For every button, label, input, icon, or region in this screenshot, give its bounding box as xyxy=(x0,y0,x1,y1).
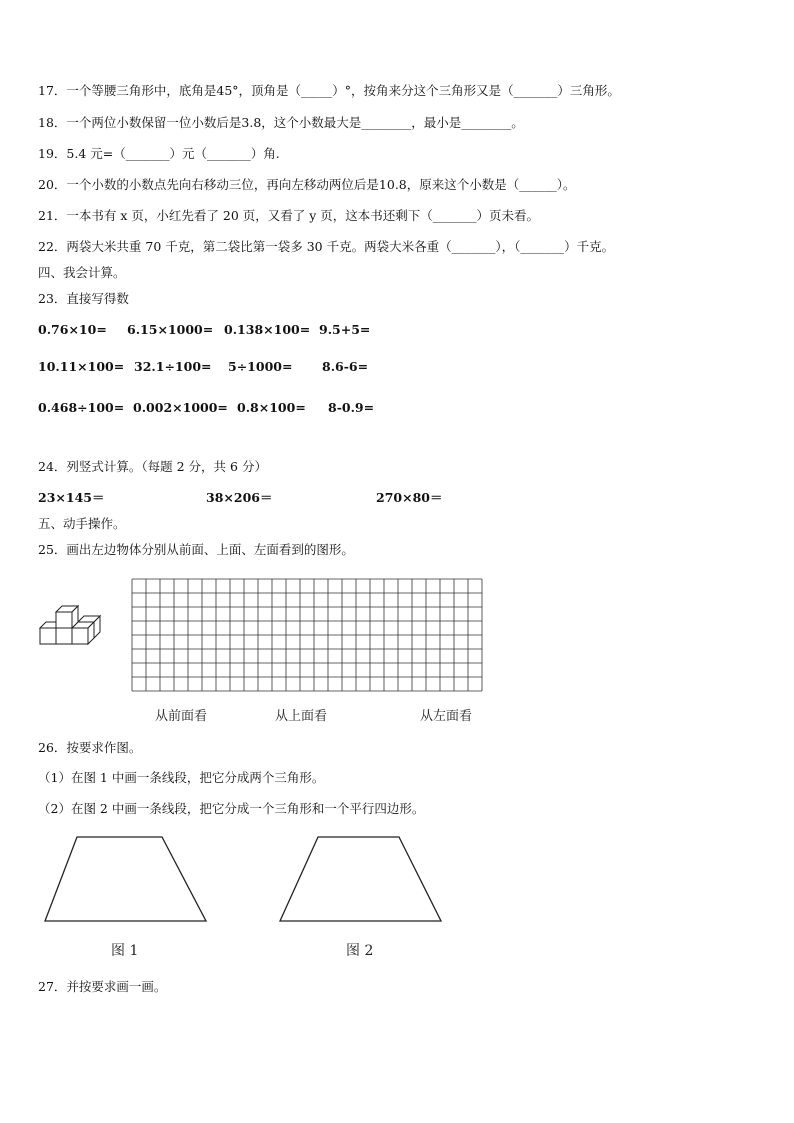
figure-1-label: 图 1 xyxy=(111,943,139,959)
calc-item: 0.76×10= xyxy=(38,322,107,337)
cube-stack-figure xyxy=(36,600,106,656)
vertical-calc-item: 38×206＝ xyxy=(206,490,273,505)
calc-item: 9.5+5= xyxy=(319,322,371,337)
question-17: 17．一个等腰三角形中，底角是45°，顶角是（_____）°，按角来分这个三角形又是（_______）三角形。 xyxy=(38,83,620,98)
calc-item: 5÷1000= xyxy=(228,359,293,374)
view-label-left: 从左面看 xyxy=(420,709,473,724)
calc-item: 10.11×100= xyxy=(38,359,125,374)
question-26-part-1: （1）在图 1 中画一条线段，把它分成两个三角形。 xyxy=(38,770,325,785)
question-25: 25．画出左边物体分别从前面、上面、左面看到的图形。 xyxy=(38,542,354,557)
calc-row-2 xyxy=(38,359,398,375)
question-21: 21．一本书有 x 页，小红先看了 20 页，又看了 y 页，这本书还剩下（_______）页未看。 xyxy=(38,208,540,223)
calc-item: 6.15×1000= xyxy=(127,322,214,337)
section-heading-4: 四、我会计算。 xyxy=(38,265,126,280)
drawing-grid[interactable] xyxy=(131,578,485,690)
question-22: 22．两袋大米共重 70 千克，第二袋比第一袋多 30 千克。两袋大米各重（_______），（_______）千克。 xyxy=(38,239,615,254)
view-label-top: 从上面看 xyxy=(275,709,328,724)
vertical-calc-row xyxy=(38,490,458,506)
section-heading-5: 五、动手操作。 xyxy=(38,516,126,531)
question-18: 18．一个两位小数保留一位小数后是3.8，这个小数最大是________，最小是________。 xyxy=(38,115,524,130)
question-24: 24．列竖式计算。（每题 2 分，共 6 分） xyxy=(38,459,267,474)
vertical-calc-item: 270×80＝ xyxy=(376,490,443,505)
calc-item: 32.1÷100= xyxy=(134,359,212,374)
calc-item: 0.138×100= xyxy=(224,322,311,337)
vertical-calc-item: 23×145＝ xyxy=(38,490,105,505)
calc-item: 0.002×1000= xyxy=(133,400,228,415)
calc-item: 8.6-6= xyxy=(322,359,369,374)
calc-row-1 xyxy=(38,322,398,338)
trapezoid-figure-2[interactable] xyxy=(276,835,446,925)
question-27: 27．并按要求画一画。 xyxy=(38,979,167,994)
question-26-part-2: （2）在图 2 中画一条线段，把它分成一个三角形和一个平行四边形。 xyxy=(38,801,425,816)
calc-item: 8-0.9= xyxy=(328,400,375,415)
question-23: 23．直接写得数 xyxy=(38,291,129,306)
view-label-front: 从前面看 xyxy=(155,709,208,724)
calc-item: 0.468÷100= xyxy=(38,400,125,415)
figure-2-label: 图 2 xyxy=(346,943,374,959)
calc-row-3 xyxy=(38,400,398,416)
question-20: 20．一个小数的小数点先向右移动三位，再向左移动两位后是10.8，原来这个小数是（______）。 xyxy=(38,177,576,192)
trapezoid-figure-1[interactable] xyxy=(40,835,210,925)
question-26: 26．按要求作图。 xyxy=(38,740,142,755)
question-19: 19．5.4 元=（_______）元（_______）角. xyxy=(38,146,280,161)
calc-item: 0.8×100= xyxy=(237,400,306,415)
